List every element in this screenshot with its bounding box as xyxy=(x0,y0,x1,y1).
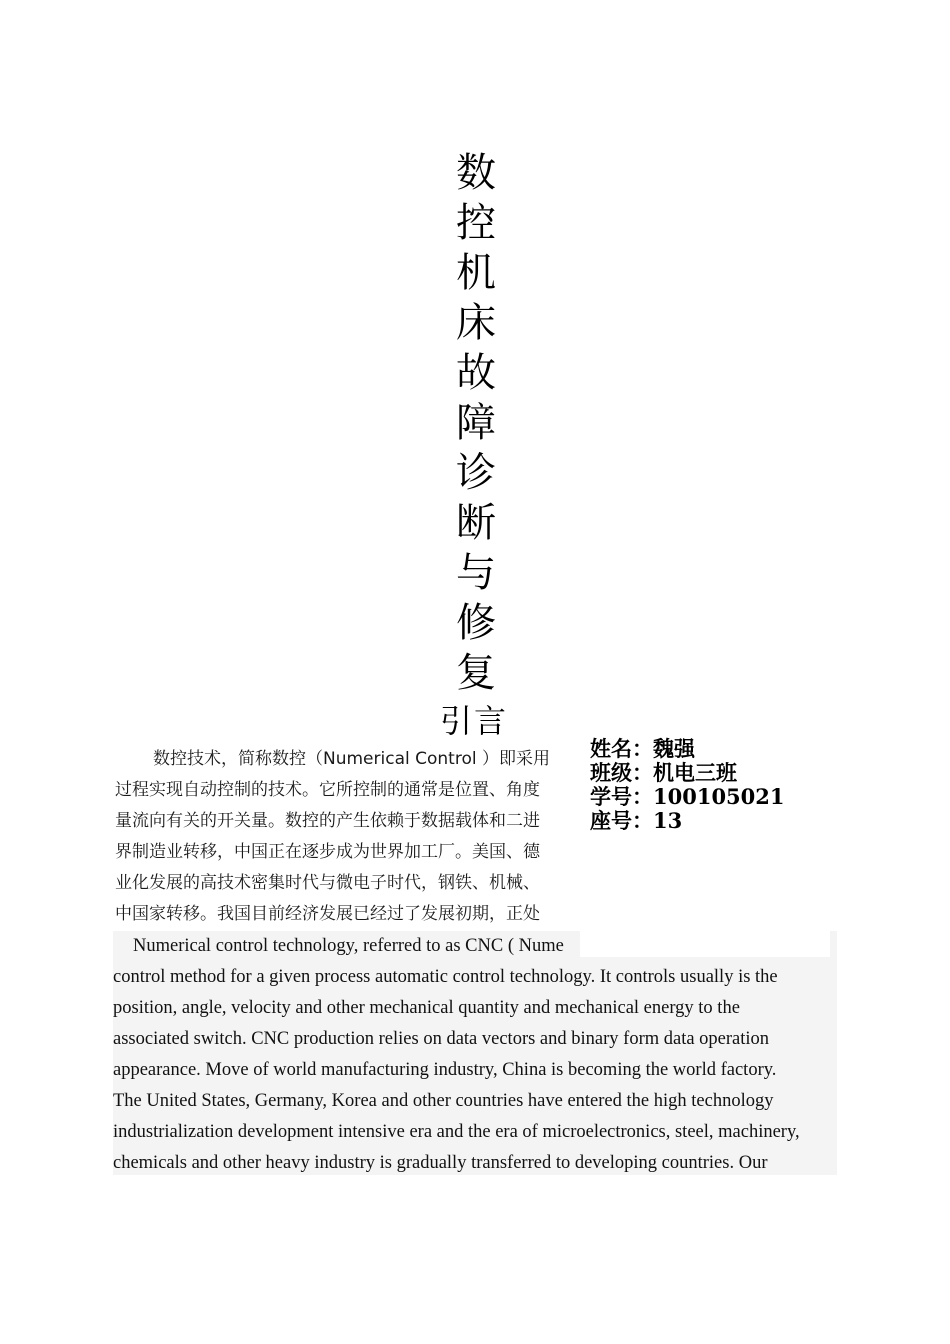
paragraph-line: 界制造业转移，中国正在逐步成为世界加工厂。美国、德 xyxy=(115,842,540,862)
paragraph-line: associated switch. CNC production relies on data vectors and binary form data operation xyxy=(113,1029,770,1049)
title-char: 复 xyxy=(456,650,496,696)
english-paragraph xyxy=(113,931,837,1175)
paragraph-line: The United States, Germany, Korea and other countries have entered the high technology xyxy=(113,1091,774,1111)
title-char: 诊 xyxy=(456,450,496,496)
title-char: 床 xyxy=(456,300,496,346)
paragraph-line: position, angle, velocity and other mechanical quantity and mechanical energy to the xyxy=(113,998,740,1018)
title-char: 断 xyxy=(456,500,496,546)
title-char: 障 xyxy=(456,400,496,446)
student-info-box xyxy=(580,735,830,957)
paragraph-line: 中国家转移。我国目前经济发展已经过了发展初期，正处 xyxy=(115,904,540,924)
paragraph-line: chemicals and other heavy industry is gradually transferred to developing countries. Our xyxy=(113,1153,768,1173)
title-char: 与 xyxy=(456,550,496,596)
paragraph-line: appearance. Move of world manufacturing industry, China is becoming the world factory. xyxy=(113,1060,777,1080)
title-char: 修 xyxy=(456,600,496,646)
student-class: 班级：机电三班 xyxy=(590,760,737,785)
section-heading-introduction: 引言 xyxy=(440,702,509,740)
paragraph-line: industrialization development intensive era and the era of microelectronics, steel, machinery, xyxy=(113,1122,800,1142)
seat-number: 座号：13 xyxy=(590,808,683,833)
title-char: 故 xyxy=(456,350,496,396)
paragraph-line: control method for a given process automatic control technology. It controls usually is the xyxy=(113,967,778,987)
title-char: 控 xyxy=(456,200,496,246)
student-name: 姓名：魏强 xyxy=(590,736,695,761)
paragraph-line: 数控技术，简称数控（Numerical Control ）即采用 xyxy=(153,749,550,769)
title-char: 机 xyxy=(456,250,496,296)
paragraph-line: 业化发展的高技术密集时代与微电子时代，钢铁、机械、 xyxy=(115,873,540,893)
student-id: 学号：100105021 xyxy=(590,784,785,809)
paragraph-line: Numerical control technology, referred to as CNC ( Nume xyxy=(133,936,564,956)
chinese-paragraph xyxy=(115,744,585,940)
document-title xyxy=(450,148,502,698)
paragraph-line: 过程实现自动控制的技术。它所控制的通常是位置、角度 xyxy=(115,780,540,800)
paragraph-line: 量流向有关的开关量。数控的产生依赖于数据载体和二进 xyxy=(115,811,540,831)
title-char: 数 xyxy=(456,150,496,196)
